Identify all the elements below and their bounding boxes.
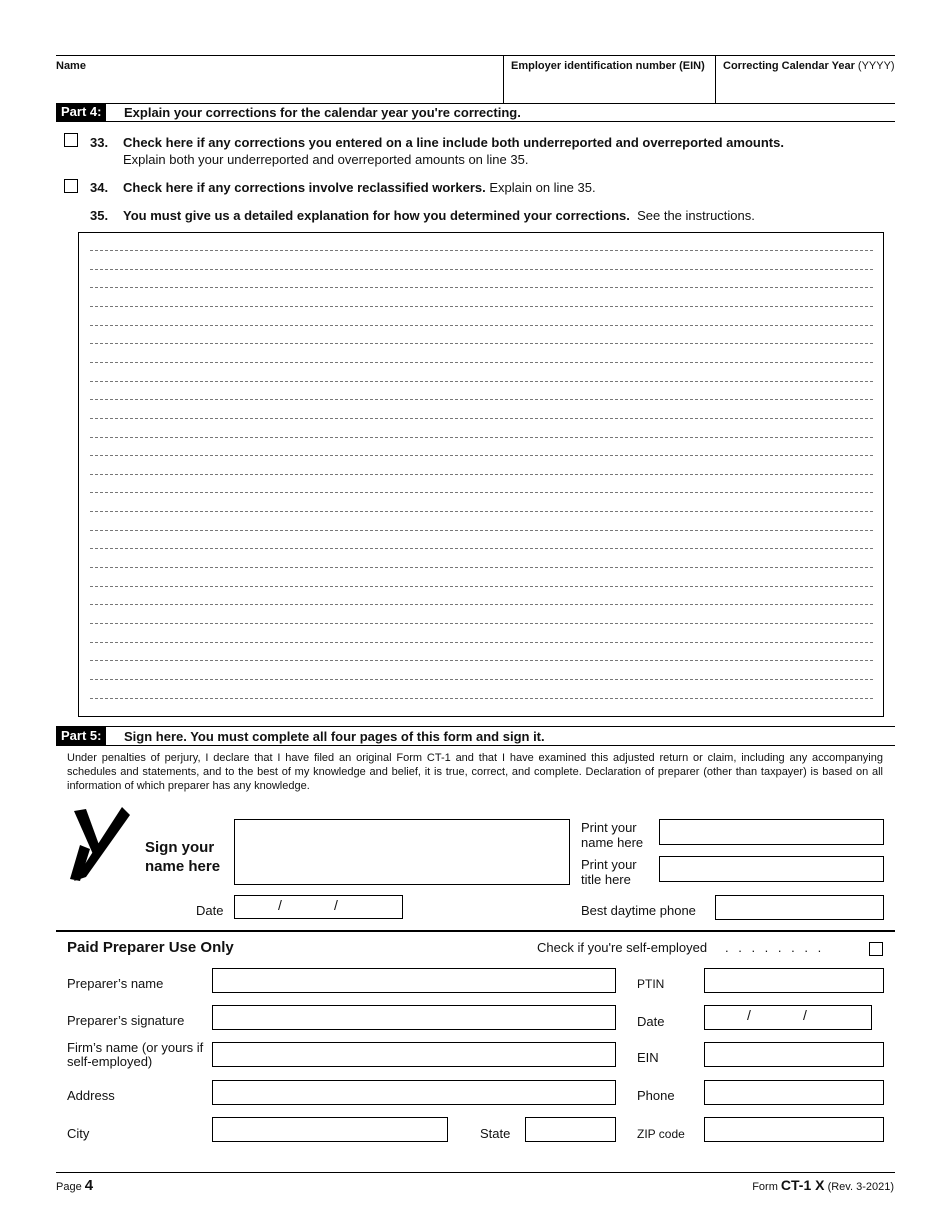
line35-bold: You must give us a detailed explanation for how you determined your corrections. bbox=[123, 208, 630, 223]
preparer-date-field[interactable] bbox=[704, 1005, 872, 1030]
ruled-line bbox=[90, 474, 873, 475]
print-name-field[interactable] bbox=[659, 819, 884, 845]
ruled-line bbox=[90, 698, 873, 699]
header-divider bbox=[503, 55, 504, 103]
page-indicator bbox=[56, 1177, 93, 1194]
preparer-ein-label: EIN bbox=[637, 1050, 659, 1065]
form-name: CT-1 X bbox=[780, 1177, 825, 1193]
preparer-name-field[interactable] bbox=[212, 968, 616, 993]
preparer-top-rule bbox=[56, 930, 895, 932]
ruled-line bbox=[90, 530, 873, 531]
page-prefix: Page bbox=[56, 1181, 82, 1193]
line33-number: 33. bbox=[90, 135, 109, 150]
signature-field[interactable] bbox=[234, 819, 570, 885]
firm-name-label-2: self-employed) bbox=[67, 1054, 153, 1069]
ruled-line bbox=[90, 269, 873, 270]
line34-plain: Explain on line 35. bbox=[489, 180, 596, 195]
ruled-line bbox=[90, 604, 873, 605]
ruled-line bbox=[90, 362, 873, 363]
date-label: Date bbox=[196, 903, 224, 918]
preparer-date-label: Date bbox=[637, 1014, 665, 1029]
preparer-ein-field[interactable] bbox=[704, 1042, 884, 1067]
ruled-line bbox=[90, 306, 873, 307]
name-field[interactable] bbox=[57, 74, 501, 100]
ruled-line bbox=[90, 287, 873, 288]
ruled-line bbox=[90, 642, 873, 643]
city-label: City bbox=[67, 1126, 90, 1141]
preparer-heading: Paid Preparer Use Only bbox=[67, 939, 234, 956]
part5-title: Sign here. You must complete all four pages of this form and sign it. bbox=[124, 729, 545, 744]
ruled-line bbox=[90, 455, 873, 456]
ptin-label: PTIN bbox=[637, 977, 665, 991]
self-employed-label: Check if you're self-employed bbox=[537, 940, 708, 955]
line35-number: 35. bbox=[90, 208, 109, 223]
date-separator: / bbox=[278, 897, 282, 913]
line34-number: 34. bbox=[90, 180, 109, 195]
ruled-line bbox=[90, 343, 873, 344]
date-separator: / bbox=[334, 897, 338, 913]
preparer-phone-field[interactable] bbox=[704, 1080, 884, 1105]
print-name-label-2: name here bbox=[581, 835, 644, 850]
form-id bbox=[752, 1177, 894, 1193]
name-label: Name bbox=[56, 60, 86, 72]
form-prefix: Form bbox=[752, 1181, 778, 1193]
ruled-line bbox=[90, 586, 873, 587]
line34-text bbox=[123, 180, 596, 195]
ruled-line bbox=[90, 660, 873, 661]
sign-label-1: Sign your bbox=[145, 839, 215, 856]
zip-label: ZIP code bbox=[637, 1127, 685, 1141]
part5-top-rule bbox=[56, 726, 895, 727]
part5-label: Part 5: bbox=[56, 727, 106, 745]
part4-title: Explain your corrections for the calendar year you're correcting. bbox=[124, 105, 521, 120]
self-employed-checkbox[interactable] bbox=[869, 942, 883, 956]
self-employed-leader: . . . . . . . . bbox=[725, 940, 825, 955]
page-number: 4 bbox=[84, 1177, 94, 1194]
preparer-phone-label: Phone bbox=[637, 1088, 675, 1103]
preparer-signature-field[interactable] bbox=[212, 1005, 616, 1030]
declaration-text: Under penalties of perjury, I declare that I have filed an original Form CT-1 and that I have examined this adjusted return or claim, including any accompanying schedules and statements, and to the best of my knowledge and belief, it is true, correct, and complete. Declaration of preparer (other than taxpayer) is based on all information of which preparer has any knowledge. bbox=[67, 752, 883, 792]
date-separator: / bbox=[747, 1007, 751, 1023]
print-title-field[interactable] bbox=[659, 856, 884, 882]
part4-bottom-rule bbox=[56, 121, 895, 122]
year-field[interactable] bbox=[717, 74, 893, 100]
firm-name-label-1: Firm’s name (or yours if bbox=[67, 1040, 204, 1055]
line34-checkbox[interactable] bbox=[64, 179, 78, 193]
preparer-signature-label: Preparer’s signature bbox=[67, 1013, 185, 1028]
header-divider bbox=[715, 55, 716, 103]
phone-field[interactable] bbox=[715, 895, 884, 920]
city-field[interactable] bbox=[212, 1117, 448, 1142]
ptin-field[interactable] bbox=[704, 968, 884, 993]
ruled-line bbox=[90, 511, 873, 512]
sign-label-2: name here bbox=[145, 858, 221, 875]
line35-plain: See the instructions. bbox=[637, 208, 755, 223]
year-label-hint: (YYYY) bbox=[857, 60, 895, 72]
ruled-line bbox=[90, 492, 873, 493]
part4-label: Part 4: bbox=[56, 103, 106, 121]
print-name-label-1: Print your bbox=[581, 820, 637, 835]
address-label: Address bbox=[67, 1088, 115, 1103]
top-rule bbox=[56, 55, 895, 56]
line33-checkbox[interactable] bbox=[64, 133, 78, 147]
print-title-label-1: Print your bbox=[581, 857, 637, 872]
date-field[interactable] bbox=[234, 895, 403, 919]
line33-bold: Check here if any corrections you entered on a line include both underreported and overreported amounts. bbox=[123, 135, 784, 150]
ein-label: Employer identification number (EIN) bbox=[511, 60, 705, 72]
part4-top-rule bbox=[56, 103, 895, 104]
zip-field[interactable] bbox=[704, 1117, 884, 1142]
ruled-line bbox=[90, 399, 873, 400]
firm-name-field[interactable] bbox=[212, 1042, 616, 1067]
line33-text: Explain both your underreported and overreported amounts on line 35. bbox=[123, 152, 529, 167]
ruled-line bbox=[90, 567, 873, 568]
ruled-line bbox=[90, 437, 873, 438]
state-field[interactable] bbox=[525, 1117, 616, 1142]
state-label: State bbox=[480, 1126, 511, 1141]
preparer-name-label: Preparer’s name bbox=[67, 976, 164, 991]
ruled-line bbox=[90, 418, 873, 419]
ruled-line bbox=[90, 679, 873, 680]
ruled-line bbox=[90, 381, 873, 382]
form-revision: (Rev. 3-2021) bbox=[827, 1181, 894, 1193]
phone-label: Best daytime phone bbox=[581, 903, 696, 918]
line35-text bbox=[123, 208, 755, 223]
year-label bbox=[723, 60, 895, 72]
sign-x-icon bbox=[66, 805, 132, 885]
print-title-label-2: title here bbox=[581, 872, 631, 887]
part5-bottom-rule bbox=[56, 745, 895, 746]
footer-rule bbox=[56, 1172, 895, 1173]
address-field[interactable] bbox=[212, 1080, 616, 1105]
ruled-line bbox=[90, 548, 873, 549]
ruled-line bbox=[90, 623, 873, 624]
date-separator: / bbox=[803, 1007, 807, 1023]
ruled-line bbox=[90, 325, 873, 326]
ruled-line bbox=[90, 250, 873, 251]
line34-bold: Check here if any corrections involve reclassified workers. bbox=[123, 180, 486, 195]
ein-field[interactable] bbox=[505, 74, 713, 100]
year-label-bold: Correcting Calendar Year bbox=[723, 60, 855, 72]
